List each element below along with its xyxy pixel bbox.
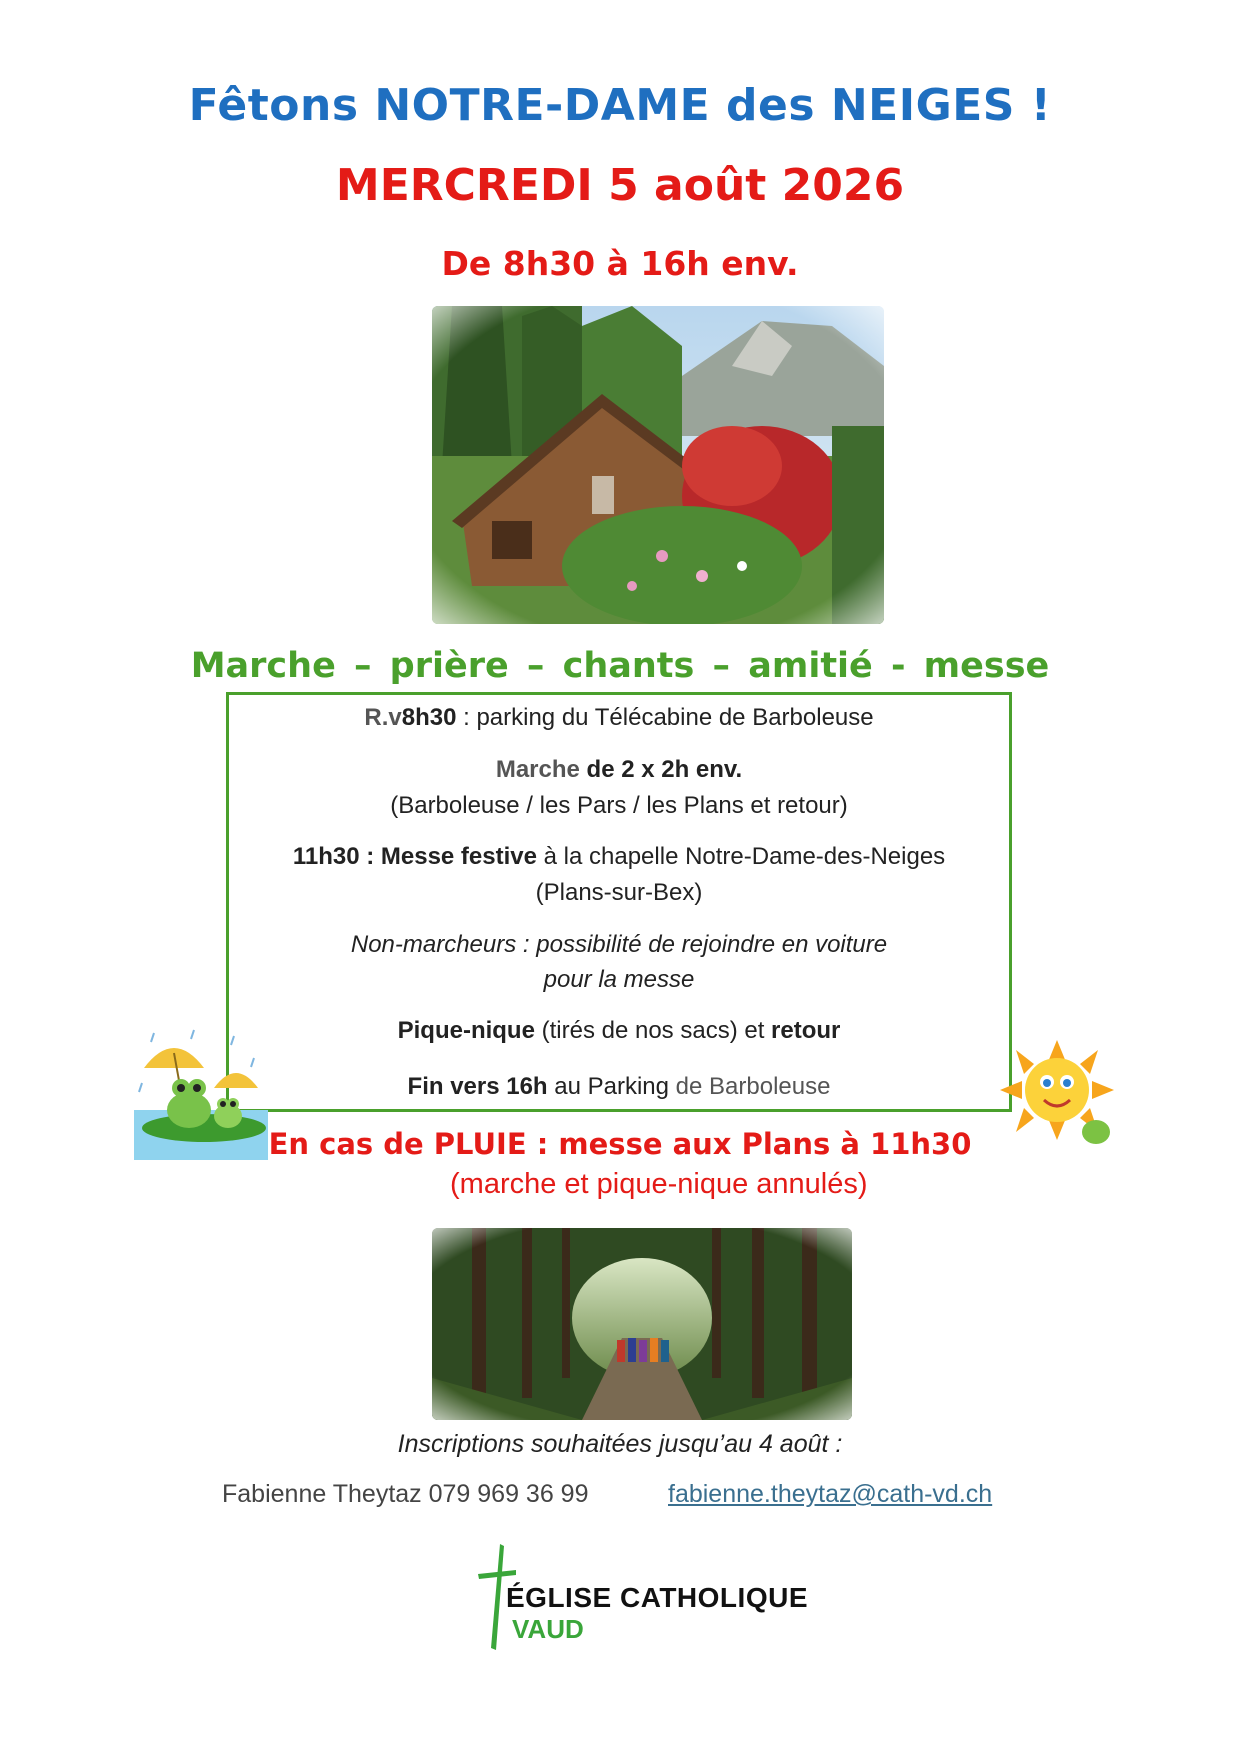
program-picnic: Pique-nique (tirés de nos sacs) et retour (397, 1017, 841, 1044)
program-end: Fin vers 16h au Parking de Barboleuse (407, 1073, 831, 1100)
activities-subtitle: Marche – prière – chants – amitié - messe (190, 646, 1050, 686)
program-non-walkers: Non-marcheurs : possibilité de rejoindre en voiture (350, 931, 888, 958)
program-rendezvous: R.v8h30 : parking du Télécabine de Barboleuse (364, 704, 874, 731)
registration-note: Inscriptions souhaitées jusqu’au 4 août : (397, 1430, 843, 1458)
event-time: De 8h30 à 16h env. (441, 244, 799, 283)
rain-notice: En cas de PLUIE : messe aux Plans à 11h30 (268, 1127, 972, 1161)
program-walk: Marche de 2 x 2h env. (495, 756, 743, 783)
contact-email-link[interactable]: fabienne.theytaz@cath-vd.ch (668, 1480, 993, 1508)
program-mass: 11h30 : Messe festive à la chapelle Notre-Dame-des-Neiges (292, 843, 946, 870)
rain-notice-detail: (marche et pique-nique annulés) (450, 1168, 868, 1200)
contact-name-phone: Fabienne Theytaz 079 969 36 99 (222, 1480, 589, 1508)
program-mass-location: (Plans-sur-Bex) (535, 879, 703, 906)
program-non-walkers-2: pour la messe (543, 966, 695, 993)
event-date: MERCREDI 5 août 2026 (335, 160, 905, 211)
logo-text-region: VAUD (512, 1614, 584, 1644)
chapel-photo (432, 306, 884, 624)
logo-text-church: ÉGLISE CATHOLIQUE (506, 1582, 808, 1613)
page-title: Fêtons NOTRE-DAME des NEIGES ! (188, 80, 1052, 131)
program-walk-route: (Barboleuse / les Pars / les Plans et retour) (390, 792, 848, 819)
hikers-forest-photo (432, 1228, 852, 1420)
